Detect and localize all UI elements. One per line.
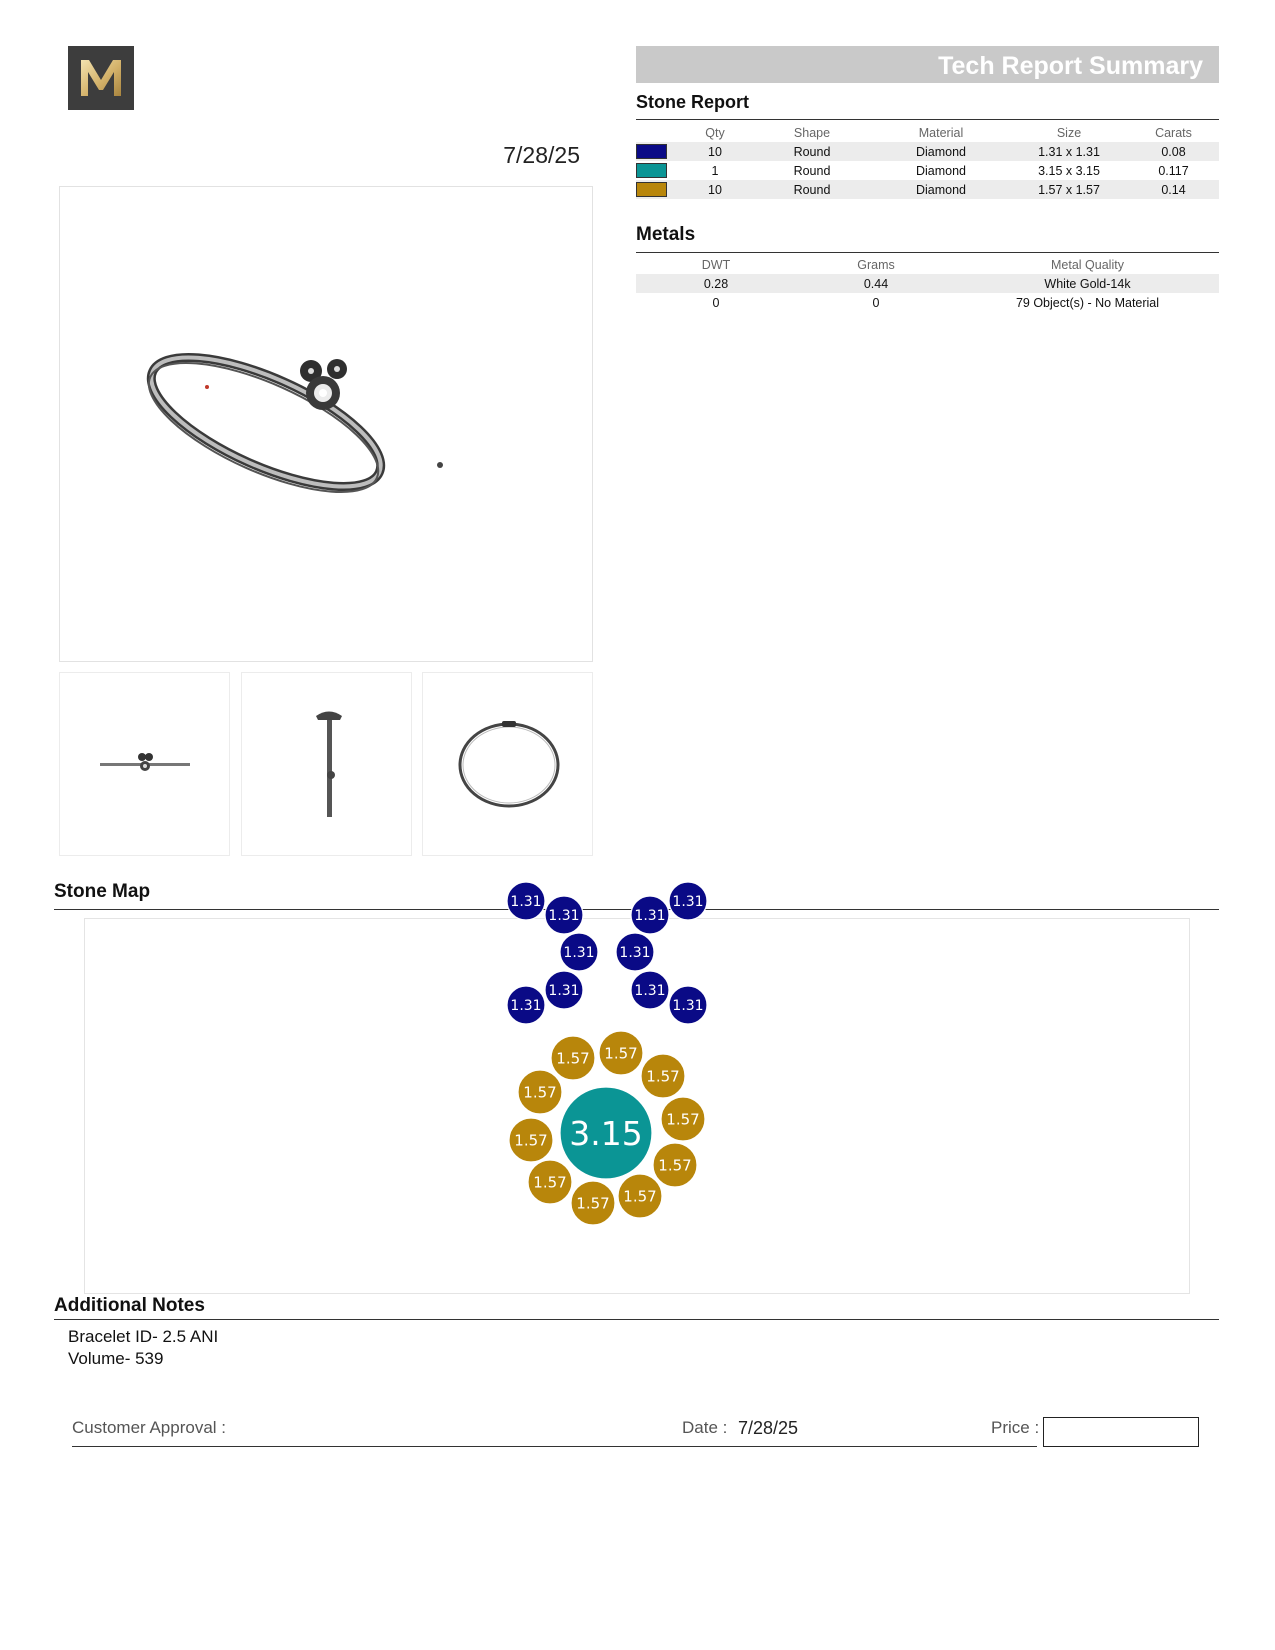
column-header: Size (1056, 125, 1082, 140)
metals-header-row (636, 255, 1219, 274)
small-stone-marker (507, 986, 545, 1024)
small-stone-marker (616, 933, 654, 971)
metals-table (636, 255, 1219, 312)
halo-stone-marker (551, 1036, 595, 1080)
svg-text:1.31: 1.31 (634, 908, 666, 925)
svg-text:1.31: 1.31 (548, 908, 580, 925)
thumbnail-side-view[interactable] (241, 672, 412, 856)
svg-text:1.57: 1.57 (623, 1187, 657, 1206)
dwt-cell: 0 (712, 295, 720, 310)
halo-stone-marker (653, 1143, 697, 1187)
small-stone-marker (631, 896, 669, 934)
thumbnail-top-view[interactable] (422, 672, 593, 856)
halo-stone-marker (509, 1118, 553, 1162)
stone-color-swatch (636, 163, 667, 178)
table-row (636, 274, 1219, 293)
report-date: 7/28/25 (503, 142, 580, 168)
small-stone-marker (631, 971, 669, 1009)
bangle-side-image (242, 673, 411, 855)
column-header: Grams (857, 257, 895, 272)
small-stone-marker (560, 933, 598, 971)
bangle-perspective-image (60, 187, 592, 661)
svg-text:1.57: 1.57 (533, 1173, 567, 1192)
size-cell: 1.57 x 1.57 (1010, 180, 1128, 199)
size-cell: 3.15 x 3.15 (1038, 163, 1100, 178)
qty-cell: 10 (678, 142, 752, 161)
stone-report-title: Stone Report (636, 92, 750, 112)
note-line: Bracelet ID- 2.5 ANI (68, 1327, 219, 1346)
material-cell: Diamond (915, 163, 967, 178)
small-stone-marker (669, 986, 707, 1024)
svg-text:1.57: 1.57 (646, 1067, 680, 1086)
thumbnail-front-view[interactable] (59, 672, 230, 856)
svg-text:1.57: 1.57 (556, 1049, 590, 1068)
column-header: Metal Quality (1051, 257, 1124, 272)
swatch-column-header (636, 123, 678, 142)
customer-approval-signature-line[interactable] (72, 1446, 1037, 1447)
carats-cell: 0.117 (1158, 163, 1189, 178)
center-stone-marker (560, 1087, 652, 1179)
customer-approval-label: Customer Approval : (72, 1418, 227, 1437)
small-stone-marker (545, 896, 583, 934)
metal-quality-cell: White Gold-14k (956, 274, 1219, 293)
svg-text:1.57: 1.57 (576, 1194, 610, 1213)
metal-quality-cell: 79 Object(s) - No Material (1015, 295, 1160, 310)
column-header: Shape (793, 125, 831, 140)
shape-cell: Round (793, 163, 831, 178)
qty-cell: 1 (711, 163, 719, 178)
grams-cell: 0 (872, 295, 880, 310)
svg-text:1.57: 1.57 (658, 1156, 692, 1175)
bangle-front-image (60, 673, 229, 855)
carats-cell: 0.14 (1128, 180, 1219, 199)
small-stone-marker (545, 971, 583, 1009)
column-header: Qty (705, 125, 725, 140)
halo-stone-marker (641, 1054, 685, 1098)
svg-text:1.31: 1.31 (563, 945, 595, 962)
table-row (636, 161, 1219, 180)
main-product-render (59, 186, 593, 662)
stone-report-table (636, 123, 1219, 199)
svg-text:1.57: 1.57 (604, 1044, 638, 1063)
stone-map-svg (85, 894, 1189, 1293)
approval-date-value: 7/28/25 (738, 1418, 799, 1438)
svg-text:3.15: 3.15 (569, 1113, 643, 1153)
tech-report-summary-banner: Tech Report Summary (636, 46, 1219, 83)
qty-cell: 10 (678, 180, 752, 199)
svg-text:1.31: 1.31 (548, 983, 580, 1000)
size-cell: 1.31 x 1.31 (1010, 142, 1128, 161)
stone-report-header-row (636, 123, 1219, 142)
halo-stone-marker (571, 1181, 615, 1225)
column-header: Carats (1155, 125, 1192, 140)
svg-text:1.31: 1.31 (672, 894, 704, 911)
carats-cell: 0.08 (1128, 142, 1219, 161)
shape-cell: Round (752, 180, 872, 199)
additional-notes-divider (54, 1319, 1219, 1320)
stone-map-diagram (84, 894, 1190, 1294)
svg-text:1.57: 1.57 (514, 1131, 548, 1150)
material-cell: Diamond (872, 142, 1010, 161)
table-row (636, 142, 1219, 161)
halo-stone-marker (518, 1070, 562, 1114)
svg-text:1.31: 1.31 (634, 983, 666, 1000)
metals-title: Metals (636, 224, 696, 245)
svg-text:1.31: 1.31 (672, 998, 704, 1015)
stone-color-swatch (636, 182, 667, 197)
logo-m-icon (68, 46, 134, 110)
note-line: Volume- 539 (68, 1349, 164, 1368)
halo-stone-marker (618, 1174, 662, 1218)
additional-notes-title: Additional Notes (54, 1295, 205, 1316)
stone-report-divider (636, 119, 1219, 120)
dwt-cell: 0.28 (636, 274, 796, 293)
date-label: Date : (682, 1418, 728, 1437)
halo-stone-marker (599, 1031, 643, 1075)
table-row (636, 180, 1219, 199)
stone-color-swatch (636, 144, 667, 159)
column-header: Material (918, 125, 964, 140)
material-cell: Diamond (872, 180, 1010, 199)
svg-text:1.57: 1.57 (523, 1083, 557, 1102)
company-logo (68, 46, 134, 110)
svg-text:1.31: 1.31 (619, 945, 651, 962)
column-header: DWT (701, 257, 731, 272)
svg-text:1.31: 1.31 (510, 998, 542, 1015)
small-stone-marker (507, 882, 545, 920)
price-label: Price : (991, 1418, 1040, 1437)
halo-stone-marker (661, 1097, 705, 1141)
bangle-top-image (423, 673, 592, 855)
svg-text:1.31: 1.31 (510, 894, 542, 911)
grams-cell: 0.44 (796, 274, 956, 293)
shape-cell: Round (752, 142, 872, 161)
metals-divider (636, 252, 1219, 253)
svg-text:1.57: 1.57 (666, 1110, 700, 1129)
halo-stone-marker (528, 1160, 572, 1204)
price-input-box[interactable] (1043, 1417, 1199, 1447)
stone-map-title: Stone Map (54, 881, 151, 902)
small-stone-marker (669, 882, 707, 920)
table-row (636, 293, 1219, 312)
